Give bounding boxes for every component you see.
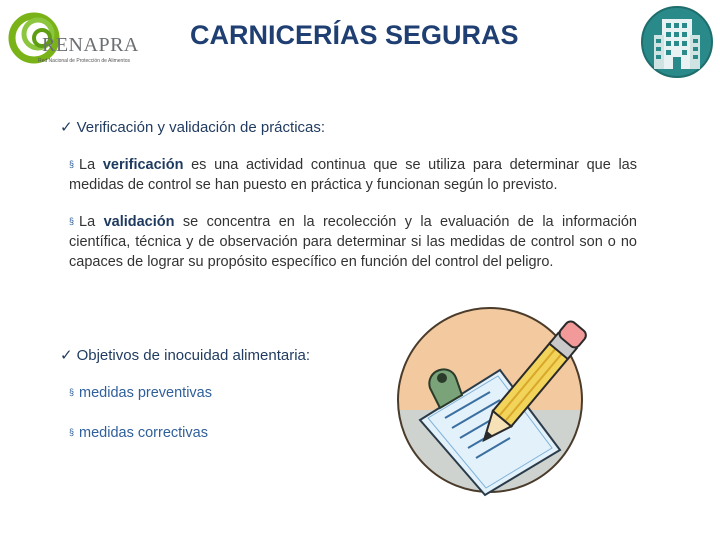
logo-subtitle: Red Nacional de Protección de Alimentos (38, 58, 130, 64)
list-item (69, 385, 212, 401)
list-item-text: medidas preventivas (79, 385, 213, 401)
paragraph-text: La (79, 157, 103, 173)
list-item-text: medidas correctivas (79, 425, 208, 441)
paragraph-text: es una actividad continua que se utiliza para determinar que las medidas de control se han puesto en práctica y funcionan según lo previsto. (69, 157, 637, 193)
bullet-icon: § (69, 216, 75, 226)
section-heading-text: Verificación y validación de prácticas: (76, 119, 326, 136)
validation-paragraph (69, 211, 637, 272)
renapra-logo (8, 8, 148, 66)
verification-term: verificación (102, 157, 184, 173)
list-item (69, 425, 208, 441)
section-heading-verification (60, 118, 325, 136)
checkmark-icon: ✓ (60, 347, 73, 364)
page-title: CARNICERÍAS SEGURAS (190, 20, 519, 50)
paragraph-text: La (79, 214, 104, 230)
document-pencil-icon (390, 300, 590, 500)
checkmark-icon: ✓ (60, 119, 73, 136)
validation-term: validación (103, 214, 175, 230)
section-heading-text: Objetivos de inocuidad alimentaria: (76, 347, 311, 364)
bullet-icon: § (69, 159, 75, 169)
building-icon (640, 5, 714, 79)
bullet-icon: § (69, 427, 75, 437)
logo-wordmark: RENAPRA (42, 34, 139, 56)
section-heading-objectives (60, 346, 310, 364)
bullet-icon: § (69, 387, 75, 397)
paragraph-text: se concentra en la recolección y la evaluación de la información científica, técnica y de observación para determinar si las medidas de control son o no capaces de lograr su propósito específico en función del control del peligro. (69, 214, 637, 270)
verification-paragraph (69, 154, 637, 195)
